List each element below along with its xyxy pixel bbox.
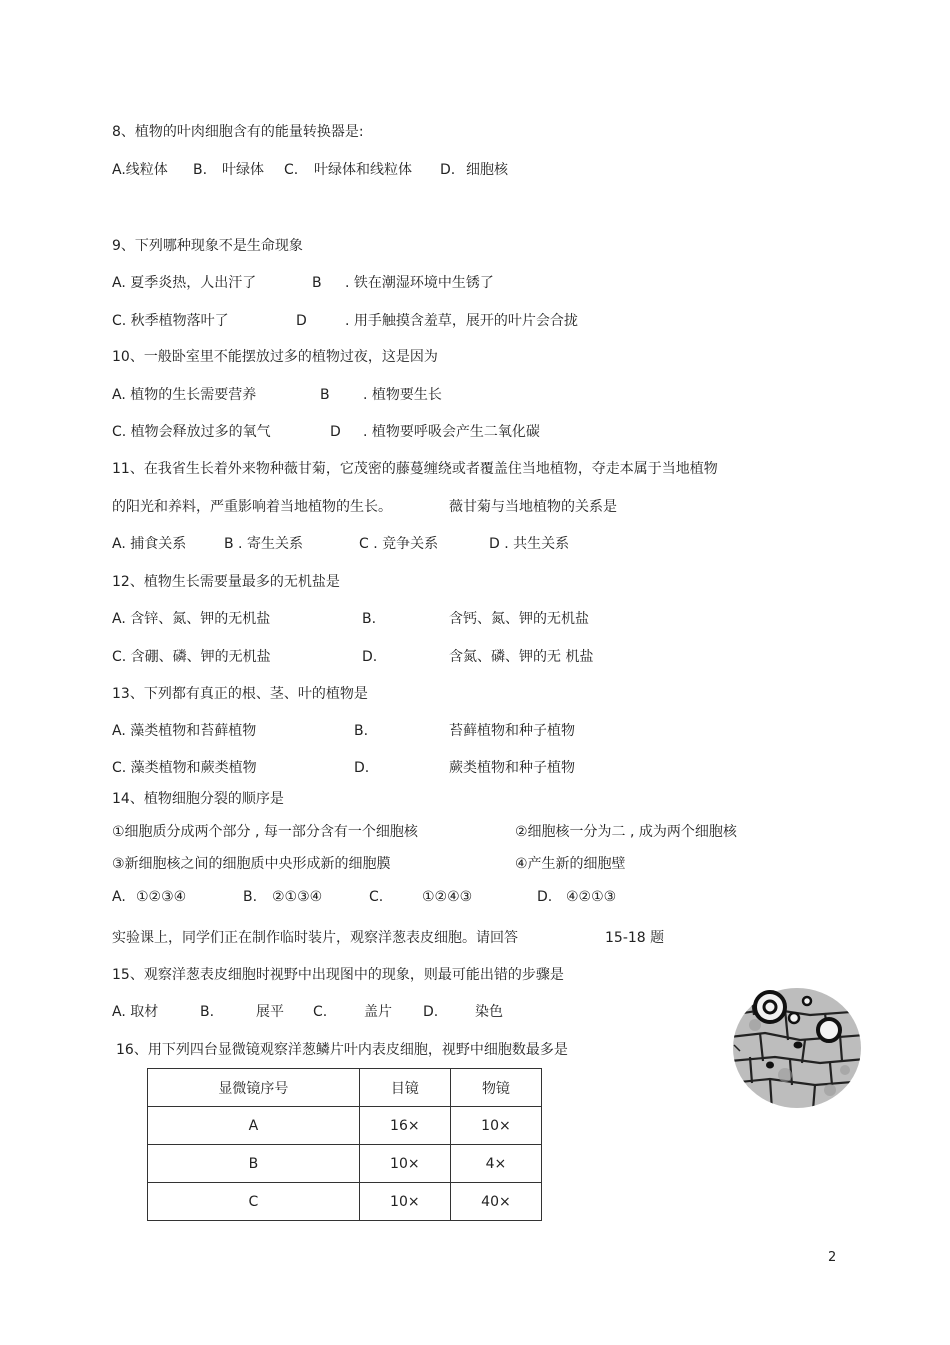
q12-option-c: C. 含硼、磷、钾的无机盐 — [112, 649, 271, 665]
q13-option-b: 苔藓植物和种子植物 — [449, 723, 575, 739]
q13-option-c: C. 藻类植物和蕨类植物 — [112, 760, 257, 776]
q14-option: C. — [369, 889, 384, 905]
q10-option-b: . 植物要生长 — [363, 387, 442, 403]
microscope-view-image — [730, 985, 865, 1110]
q10-stem: 10、一般卧室里不能摆放过多的植物过夜，这是因为 — [112, 349, 438, 365]
table-cell: 16× — [359, 1107, 450, 1145]
q11-stem-line1: 11、在我省生长着外来物种薇甘菊，它茂密的藤蔓缠绕或者覆盖住当地植物，夺走本属于当地植物 — [112, 461, 718, 477]
q12-option-b-letter: B. — [362, 611, 377, 627]
q8-option: 叶绿体 — [222, 162, 264, 178]
table-cell: A — [148, 1107, 360, 1145]
q8-option: B. — [193, 162, 208, 178]
q14-option: B. — [243, 889, 258, 905]
q9-stem: 9、下列哪种现象不是生命现象 — [112, 238, 303, 254]
q13-option-d-letter: D. — [354, 760, 370, 776]
table-cell: 10× — [359, 1183, 450, 1221]
q14-step-4: ④产生新的细胞壁 — [515, 856, 626, 872]
table-cell: 10× — [450, 1107, 541, 1145]
q9-option-b-letter: B — [312, 275, 322, 291]
q12-option-d: 含氮、磷、钾的无 机盐 — [449, 649, 594, 665]
q12-option-d-letter: D. — [362, 649, 378, 665]
table-header-row — [148, 1069, 542, 1107]
q8-option: A.线粒体 — [112, 162, 168, 178]
q14-step-2: ②细胞核一分为二 , 成为两个细胞核 — [515, 824, 737, 840]
q14-stem: 14、植物细胞分裂的顺序是 — [112, 791, 284, 807]
intro-range: 15-18 题 — [605, 930, 665, 946]
q9-option-d-letter: D — [296, 313, 307, 329]
table-row — [148, 1107, 542, 1145]
q15-option: 盖片 — [364, 1004, 392, 1020]
q11-stem-line2b: 薇甘菊与当地植物的关系是 — [449, 499, 617, 515]
q15-option: B. — [200, 1004, 215, 1020]
q13-option-a: A. 藻类植物和苔藓植物 — [112, 723, 257, 739]
q12-option-a: A. 含锌、氮、钾的无机盐 — [112, 611, 271, 627]
table-cell: C — [148, 1183, 360, 1221]
table-cell: 10× — [359, 1145, 450, 1183]
q11-option-c: C . 竞争关系 — [359, 536, 439, 552]
microscope-table — [147, 1068, 542, 1221]
q9-option-c: C. 秋季植物落叶了 — [112, 313, 229, 329]
q15-option: D. — [423, 1004, 439, 1020]
q10-option-b-letter: B — [320, 387, 330, 403]
q8-option: C. — [284, 162, 299, 178]
q10-option-d-letter: D — [330, 424, 341, 440]
q14-step-3: ③新细胞核之间的细胞质中央形成新的细胞膜 — [112, 856, 391, 872]
q14-option: ①②③④ — [136, 889, 187, 905]
page-number: 2 — [828, 1250, 837, 1265]
q11-option-a: A. 捕食关系 — [112, 536, 187, 552]
table-header-cell: 显微镜序号 — [148, 1069, 360, 1107]
q8-stem: 8、植物的叶肉细胞含有的能量转换器是: — [112, 124, 364, 140]
table-header-cell: 目镜 — [359, 1069, 450, 1107]
table-header-cell: 物镜 — [450, 1069, 541, 1107]
table-row — [148, 1183, 542, 1221]
q8-option: 叶绿体和线粒体 — [314, 162, 412, 178]
q16-stem: 16、用下列四台显微镜观察洋葱鳞片叶内表皮细胞，视野中细胞数最多是 — [116, 1042, 568, 1058]
table-cell: 40× — [450, 1183, 541, 1221]
q10-option-a: A. 植物的生长需要营养 — [112, 387, 257, 403]
q10-option-d: . 植物要呼吸会产生二氧化碳 — [363, 424, 540, 440]
q11-option-d: D . 共生关系 — [489, 536, 570, 552]
q15-option: A. 取材 — [112, 1004, 159, 1020]
q11-stem-line2a: 的阳光和养料，严重影响着当地植物的生长。 — [112, 499, 392, 515]
q13-option-d: 蕨类植物和种子植物 — [449, 760, 575, 776]
table-row — [148, 1145, 542, 1183]
q9-option-d: . 用手触摸含羞草，展开的叶片会合拢 — [345, 313, 578, 329]
q14-option: A. — [112, 889, 126, 905]
q13-stem: 13、下列都有真正的根、茎、叶的植物是 — [112, 686, 368, 702]
q14-option: ④②①③ — [566, 889, 617, 905]
q14-option: D. — [537, 889, 553, 905]
q13-option-b-letter: B. — [354, 723, 369, 739]
q9-option-a: A. 夏季炎热，人出汗了 — [112, 275, 257, 291]
q15-option: 展平 — [256, 1004, 284, 1020]
q14-step-1: ①细胞质分成两个部分 , 每一部分含有一个细胞核 — [112, 824, 418, 840]
table-cell: 4× — [450, 1145, 541, 1183]
q15-stem: 15、观察洋葱表皮细胞时视野中出现图中的现象，则最可能出错的步骤是 — [112, 967, 564, 983]
q8-option: 细胞核 — [466, 162, 508, 178]
q15-option: 染色 — [475, 1004, 503, 1020]
q14-option: ②①③④ — [272, 889, 323, 905]
q12-stem: 12、植物生长需要量最多的无机盐是 — [112, 574, 340, 590]
q14-option: ①②④③ — [422, 889, 473, 905]
q9-option-b: . 铁在潮湿环境中生锈了 — [345, 275, 494, 291]
q8-option: D. — [440, 162, 456, 178]
q11-option-b: B . 寄生关系 — [224, 536, 303, 552]
q12-option-b: 含钙、氮、钾的无机盐 — [449, 611, 589, 627]
q10-option-c: C. 植物会释放过多的氧气 — [112, 424, 271, 440]
intro-text: 实验课上，同学们正在制作临时装片，观察洋葱表皮细胞。请回答 — [112, 930, 518, 946]
table-cell: B — [148, 1145, 360, 1183]
q15-option: C. — [313, 1004, 328, 1020]
